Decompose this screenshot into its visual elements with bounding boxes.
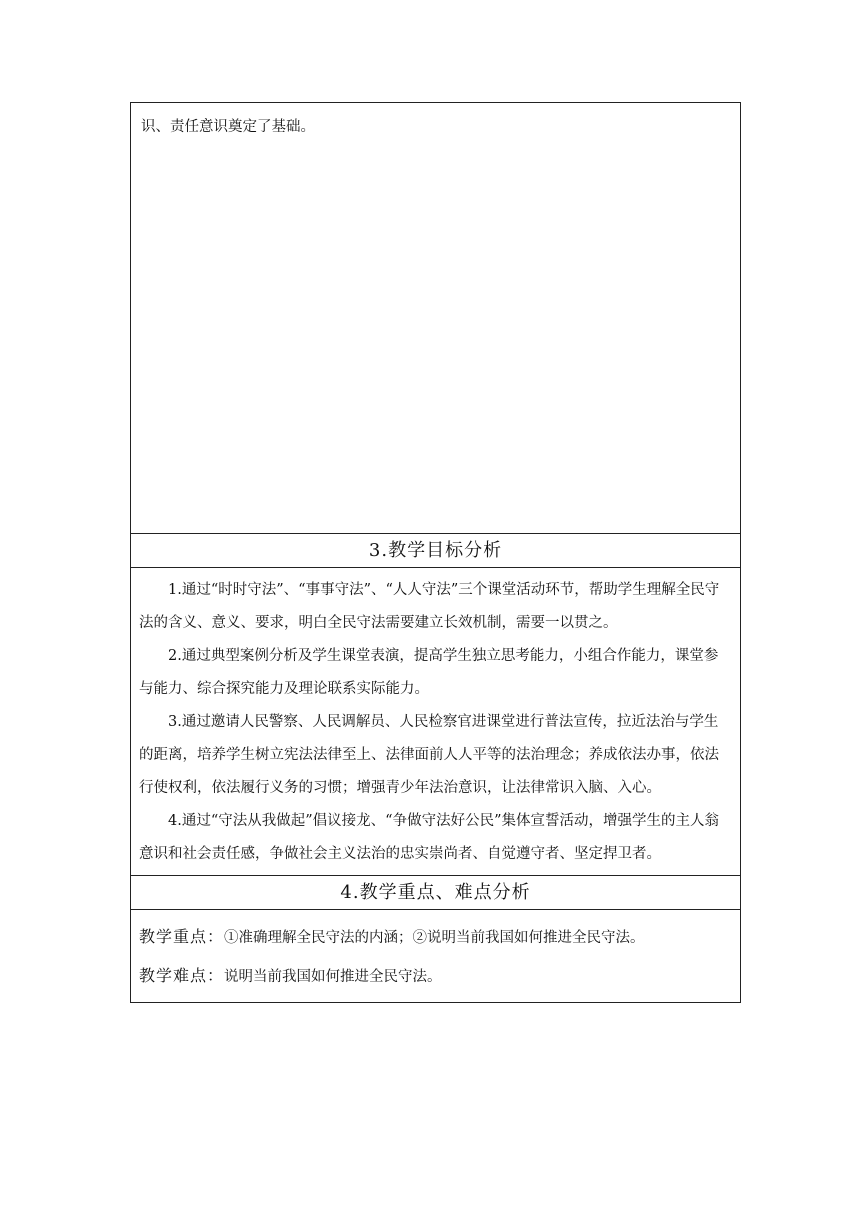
- keypoints-cell: [131, 909, 740, 1002]
- lesson-plan-table: [130, 102, 741, 1003]
- intro-cell: [131, 103, 740, 533]
- difficulty-line: [139, 957, 732, 996]
- goal-item-4: 4.通过“守法从我做起”倡议接龙、“争做守法好公民”集体宣誓活动，增强学生的主人翁意识和社会责任感，争做社会主义法治的忠实崇尚者、自觉遵守者、坚定捍卫者。: [139, 813, 719, 862]
- goal-item-3: 3.通过邀请人民警察、人民调解员、人民检察官进课堂进行普法宣传，拉近法治与学生的距离，培养学生树立宪法法律至上、法律面前人人平等的法治理念；养成依法办事，依法行使权利，依法履行义务的习惯；增强青少年法治意识，让法律常识入脑、入心。: [139, 714, 719, 796]
- keypoints-section-header: [131, 875, 740, 909]
- goals-section-title: 3.教学目标分析: [368, 540, 503, 561]
- intro-text: 识、责任意识奠定了基础。: [141, 119, 315, 135]
- difficulty-text: 说明当前我国如何推进全民守法。: [224, 969, 442, 985]
- keypoints-section-title: 4.教学重点、难点分析: [340, 882, 531, 903]
- goal-item-2: 2.通过典型案例分析及学生课堂表演，提高学生独立思考能力，小组合作能力，课堂参与能力、综合探究能力及理论联系实际能力。: [139, 648, 719, 697]
- goals-section-header: [131, 533, 740, 567]
- difficulty-label: 教学难点：: [139, 966, 225, 985]
- key-point-text: ①准确理解全民守法的内涵；②说明当前我国如何推进全民守法。: [224, 930, 645, 946]
- key-point-label: 教学重点：: [139, 927, 225, 946]
- goal-item-1: 1.通过“时时守法”、“事事守法”、“人人守法”三个课堂活动环节，帮助学生理解全民守法的含义、意义、要求，明白全民守法需要建立长效机制，需要一以贯之。: [139, 582, 720, 631]
- key-point-line: [139, 918, 732, 957]
- goals-cell: [131, 567, 740, 875]
